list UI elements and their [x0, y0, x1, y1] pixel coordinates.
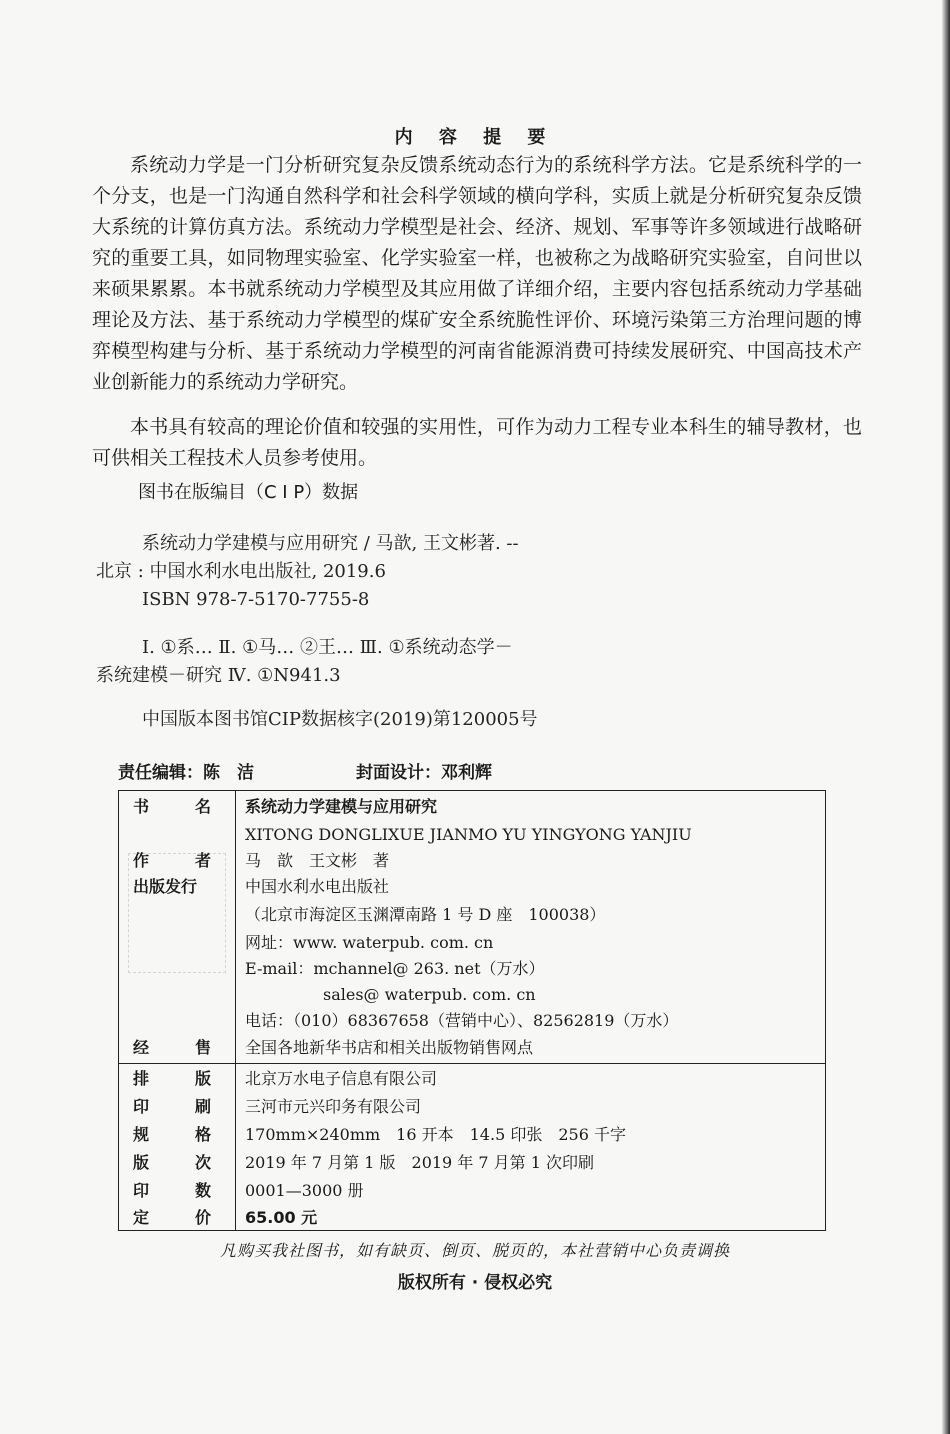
- info-value-author: 马 歆 王文彬 著: [245, 851, 390, 870]
- info-row-email-2: [119, 981, 825, 1009]
- info-label: 排 版: [133, 1069, 211, 1088]
- info-label: 出版发行: [133, 877, 198, 896]
- staff-line: [118, 758, 492, 783]
- info-row-title-pinyin: [119, 821, 825, 849]
- info-value-phone: 电话：（010）68367658（营销中心）、82562819（万水）: [245, 1011, 679, 1030]
- info-row-email: [119, 955, 825, 983]
- info-row-phone: [119, 1007, 825, 1035]
- info-value-print-run: 0001—3000 册: [245, 1181, 364, 1200]
- info-label: 作 者: [133, 851, 211, 870]
- info-label: 经 售: [133, 1038, 211, 1057]
- info-value-edition: 2019 年 7 月第 1 版 2019 年 7 月第 1 次印刷: [245, 1153, 595, 1172]
- replacement-notice: 凡购买我社图书，如有缺页、倒页、脱页的，本社营销中心负责调换: [219, 1241, 730, 1260]
- cip-block: [96, 530, 796, 734]
- info-value-address: （北京市海淀区玉渊潭南路 1 号 D 座 100038）: [245, 905, 606, 924]
- cover-design-credit: 封面设计：邓利辉: [356, 763, 492, 783]
- info-value-printing: 三河市元兴印务有限公司: [245, 1097, 422, 1116]
- info-label: 印 刷: [133, 1097, 211, 1116]
- info-label: 书 名: [133, 797, 211, 816]
- info-value-title: 系统动力学建模与应用研究: [245, 797, 438, 816]
- info-row-typesetting: [119, 1065, 825, 1093]
- editor-credit: 责任编辑：陈 洁: [118, 763, 254, 783]
- abstract-paragraph-2: 本书具有较高的理论价值和较强的实用性，可作为动力工程专业本科生的辅导教材，也可供相关工程技术人员参考使用。: [92, 416, 862, 469]
- info-label: 定 价: [133, 1208, 211, 1227]
- info-row-title: [119, 793, 825, 821]
- info-value-typesetting: 北京万水电子信息有限公司: [245, 1069, 438, 1088]
- info-row-author: [119, 847, 825, 875]
- info-row-edition: [119, 1149, 825, 1177]
- info-row-price: [119, 1204, 825, 1232]
- info-row-address: [119, 901, 825, 929]
- cip-line-classification: Ⅰ. ①系… Ⅱ. ①马… ②王… Ⅲ. ①系统动态学－: [142, 637, 513, 658]
- publication-info-table: [118, 790, 826, 1231]
- cip-line-title: 系统动力学建模与应用研究 / 马歆, 王文彬著. --: [142, 533, 519, 554]
- abstract-body: [92, 150, 862, 488]
- info-value-price: 65.00 元: [245, 1208, 318, 1227]
- info-value-publisher: 中国水利水电出版社: [245, 877, 390, 896]
- info-value-website: 网址：www. waterpub. com. cn: [245, 933, 494, 952]
- info-row-print-run: [119, 1177, 825, 1205]
- info-row-printing: [119, 1093, 825, 1121]
- info-value-email-2: sales@ waterpub. com. cn: [323, 985, 536, 1004]
- abstract-title: 内 容 提 要: [394, 127, 556, 148]
- info-row-website: [119, 929, 825, 957]
- cip-line-classification-cont: 系统建模－研究 Ⅳ. ①N941.3: [96, 665, 341, 686]
- cip-line-publisher: 北京 : 中国水利水电出版社, 2019.6: [96, 561, 386, 582]
- info-label: 印 数: [133, 1181, 211, 1200]
- info-label: 版 次: [133, 1153, 211, 1172]
- info-row-publisher: [119, 873, 825, 901]
- copyright-notice: 版权所有 · 侵权必究: [397, 1273, 553, 1293]
- abstract-paragraph-1: 系统动力学是一门分析研究复杂反馈系统动态行为的系统科学方法。它是系统科学的一个分支，也是一门沟通自然科学和社会科学领域的横向学科，实质上就是分析研究复杂反馈大系统的计算仿真方法。系统动力学模型是社会、经济、规划、军事等许多领域进行战略研究的重要工具，如同物理实验室、化学实验室一样，也被称之为战略研究实验室，自问世以来硕果累累。本书就系统动力学模型及其应用做了详细介绍，主要内容包括系统动力学基础理论及方法、基于系统动力学模型的煤矿安全系统脆性评价、环境污染第三方治理问题的博弈模型构建与分析、基于系统动力学模型的河南省能源消费可持续发展研究、中国高技术产业创新能力的系统动力学研究。: [92, 154, 862, 393]
- cip-data-number: 中国版本图书馆CIP数据核字(2019)第120005号: [142, 709, 538, 730]
- info-label: 规 格: [133, 1125, 211, 1144]
- info-value-email: E-mail：mchannel@ 263. net（万水）: [245, 959, 545, 978]
- page-edge-shadow: [942, 0, 950, 1434]
- info-value-distribution: 全国各地新华书店和相关出版物销售网点: [245, 1038, 534, 1057]
- info-value-pinyin: XITONG DONGLIXUE JIANMO YU YINGYONG YANJIU: [245, 825, 692, 844]
- info-row-spec: [119, 1121, 825, 1149]
- info-row-distribution: [119, 1034, 825, 1062]
- cip-heading: 图书在版编目（C I P）数据: [138, 482, 359, 503]
- info-value-spec: 170mm×240mm 16 开本 14.5 印张 256 千字: [245, 1125, 626, 1144]
- cip-line-isbn: ISBN 978-7-5170-7755-8: [142, 589, 370, 610]
